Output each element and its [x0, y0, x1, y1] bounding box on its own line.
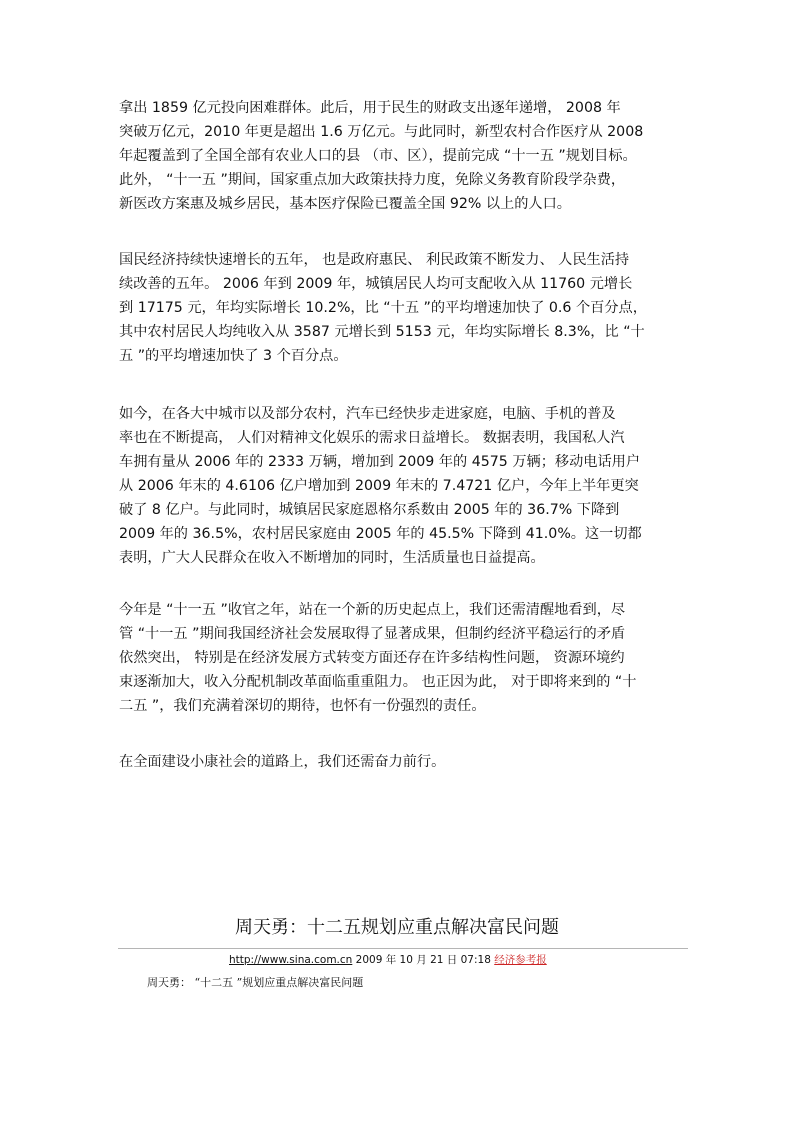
paragraph-1 — [119, 96, 679, 216]
text-line: 车拥有量从 2006 年的 2333 万辆，增加到 2009 年的 4575 万辆；移动电话用户 — [119, 454, 641, 470]
article-subtitle: 周天勇： “十二五 ”规划应重点解决富民问题 — [147, 976, 364, 989]
text-line: 其中农村居民人均纯收入从 3587 元增长到 5153 元，年均实际增长 8.3%，比 “十 — [119, 324, 645, 340]
title-divider — [118, 948, 688, 949]
text-line: 突破万亿元，2010 年更是超出 1.6 万亿元。与此同时，新型农村合作医疗从 2008 — [119, 124, 644, 140]
text-line: 依然突出， 特别是在经济发展方式转变方面还存在许多结构性问题， 资源环境约 — [119, 650, 625, 666]
text-line: 表明，广大人民群众在收入不断增加的同时，生活质量也日益提高。 — [119, 550, 545, 566]
text-line: 在全面建设小康社会的道路上，我们还需奋力前行。 — [119, 754, 446, 770]
text-line: 国民经济持续快速增长的五年， 也是政府惠民、 利民政策不断发力、 人民生活持 — [119, 252, 630, 268]
text-line: 新医改方案惠及城乡居民，基本医疗保险已覆盖全国 92% 以上的人口。 — [119, 196, 571, 212]
source-url-link[interactable]: http://www.sina.com.cn — [229, 954, 353, 966]
text-line: 破了 8 亿户。与此同时，城镇居民家庭恩格尔系数由 2005 年的 36.7% 下降到 — [119, 502, 620, 518]
text-line: 束逐渐加大，收入分配机制改革面临重重阻力。 也正因为此， 对于即将来到的 “十 — [119, 674, 637, 690]
text-line: 二五 ”，我们充满着深切的期待，也怀有一份强烈的责任。 — [119, 698, 486, 714]
article-title: 周天勇：十二五规划应重点解决富民问题 — [235, 917, 559, 938]
text-line: 2009 年的 36.5%，农村居民家庭由 2005 年的 45.5% 下降到 41.0%。这一切都 — [119, 526, 642, 542]
article-meta — [229, 952, 547, 968]
paragraph-5 — [119, 750, 679, 774]
text-line: 从 2006 年末的 4.6106 亿户增加到 2009 年末的 7.4721 亿户，今年上半年更突 — [119, 478, 639, 494]
paragraph-3 — [119, 402, 679, 570]
text-line: 拿出 1859 亿元投向困难群体。此后，用于民生的财政支出逐年递增， 2008 年 — [119, 100, 621, 116]
text-line: 率也在不断提高， 人们对精神文化娱乐的需求日益增长。 数据表明，我国私人汽 — [119, 430, 625, 446]
publish-datetime: 2009 年 10 月 21 日 07:18 — [355, 954, 491, 966]
text-line: 管 “十一五 ”期间我国经济社会发展取得了显著成果，但制约经济平稳运行的矛盾 — [119, 626, 626, 642]
text-line: 续改善的五年。 2006 年到 2009 年，城镇居民人均可支配收入从 11760 元增长 — [119, 276, 633, 292]
text-line: 到 17175 元，年均实际增长 10.2%，比 “十五 ”的平均增速加快了 0.6 个百分点， — [119, 300, 647, 316]
text-line: 五 ”的平均增速加快了 3 个百分点。 — [119, 348, 348, 364]
source-name-link[interactable]: 经济参考报 — [494, 954, 547, 966]
text-line: 今年是 “十一五 ”收官之年，站在一个新的历史起点上，我们还需清醒地看到，尽 — [119, 602, 626, 618]
text-line: 如今，在各大中城市以及部分农村，汽车已经快步走进家庭，电脑、手机的普及 — [119, 406, 616, 422]
paragraph-2 — [119, 248, 679, 368]
paragraph-4 — [119, 598, 679, 718]
text-line: 年起覆盖到了全国全部有农业人口的县 （市、区），提前完成 “十一五 ”规划目标。 — [119, 148, 637, 164]
text-line: 此外， “十一五 ”期间，国家重点加大政策扶持力度，免除义务教育阶段学杂费， — [119, 172, 626, 188]
